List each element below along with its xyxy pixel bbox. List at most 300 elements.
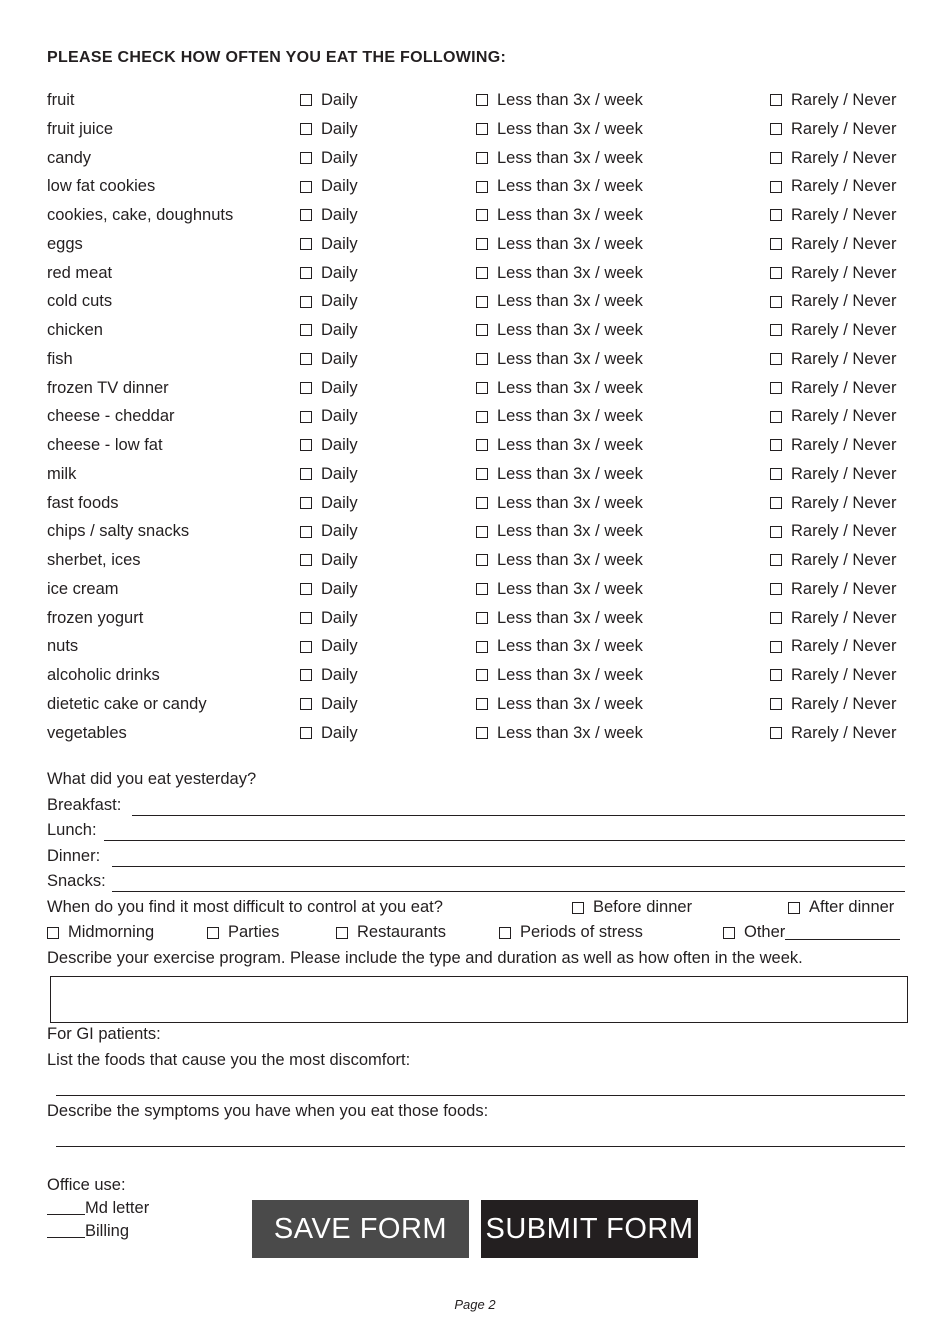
frequency-label-daily: Daily: [321, 493, 358, 512]
after-dinner-option[interactable]: [788, 898, 894, 917]
frequency-option-rarely[interactable]: [770, 517, 896, 546]
frequency-label-daily: Daily: [321, 119, 358, 138]
food-row: [47, 431, 907, 460]
frequency-option-daily[interactable]: [300, 230, 358, 259]
frequency-label-less: Less than 3x / week: [497, 522, 643, 541]
save-form-button[interactable]: SAVE FORM: [252, 1200, 469, 1258]
food-label: cheese - low fat: [47, 436, 163, 454]
frequency-label-rarely: Rarely / Never: [791, 464, 897, 483]
exercise-prompt: Describe your exercise program. Please include the type and duration as well as how often in the week.: [47, 949, 803, 967]
submit-form-button[interactable]: SUBMIT FORM: [481, 1200, 698, 1258]
other-checkbox[interactable]: [723, 927, 735, 939]
frequency-checkbox-rarely[interactable]: [770, 439, 782, 451]
frequency-option-daily[interactable]: [300, 345, 358, 374]
food-row: [47, 86, 907, 115]
after-dinner-checkbox[interactable]: [788, 902, 800, 914]
exercise-textarea[interactable]: [50, 976, 908, 1023]
frequency-label-less: Less than 3x / week: [497, 579, 643, 598]
other-option[interactable]: [723, 923, 900, 942]
food-row: [47, 546, 907, 575]
food-row: [47, 201, 907, 230]
frequency-checkbox-daily[interactable]: [300, 152, 312, 164]
frequency-option-rarely[interactable]: [770, 546, 896, 575]
frequency-option-rarely[interactable]: [770, 604, 896, 633]
frequency-label-less: Less than 3x / week: [497, 91, 643, 109]
frequency-label-rarely: Rarely / Never: [791, 579, 897, 598]
food-label: dietetic cake or candy: [47, 694, 207, 713]
food-row: [47, 316, 907, 345]
frequency-checkbox-daily[interactable]: [300, 238, 312, 250]
gi-symptoms-prompt: Describe the symptoms you have when you eat those foods:: [47, 1102, 489, 1120]
frequency-checkbox-less[interactable]: [476, 641, 488, 653]
frequency-label-less: Less than 3x / week: [497, 321, 643, 339]
frequency-label-rarely: Rarely / Never: [791, 522, 897, 541]
frequency-option-daily[interactable]: [300, 546, 358, 575]
frequency-checkbox-rarely[interactable]: [770, 123, 782, 135]
frequency-option-less[interactable]: [476, 690, 643, 719]
frequency-checkbox-rarely[interactable]: [770, 468, 782, 480]
food-label: candy: [47, 148, 92, 167]
food-row: [47, 661, 907, 690]
frequency-label-daily: Daily: [321, 263, 358, 282]
frequency-option-daily[interactable]: [300, 604, 358, 633]
frequency-checkbox-less[interactable]: [476, 583, 488, 595]
frequency-label-daily: Daily: [321, 522, 358, 541]
frequency-label-less: Less than 3x / week: [497, 551, 643, 569]
frequency-checkbox-daily[interactable]: [300, 698, 312, 710]
frequency-checkbox-less[interactable]: [476, 497, 488, 509]
frequency-option-less[interactable]: [476, 259, 643, 288]
frequency-option-rarely[interactable]: [770, 86, 896, 115]
frequency-option-less[interactable]: [476, 115, 643, 144]
food-label: chicken: [47, 321, 103, 339]
frequency-option-less[interactable]: [476, 374, 643, 403]
frequency-option-daily[interactable]: [300, 632, 358, 661]
frequency-checkbox-less[interactable]: [476, 382, 488, 394]
other-label: Other: [744, 923, 786, 941]
restaurants-checkbox[interactable]: [336, 927, 348, 939]
frequency-label-daily: Daily: [321, 608, 358, 627]
frequency-checkbox-daily[interactable]: [300, 641, 312, 653]
frequency-option-daily[interactable]: [300, 690, 358, 719]
breakfast-label: Breakfast:: [47, 796, 122, 814]
frequency-checkbox-less[interactable]: [476, 554, 488, 566]
food-label: ice cream: [47, 579, 119, 598]
billing-blank[interactable]: [47, 1225, 85, 1238]
frequency-checkbox-rarely[interactable]: [770, 698, 782, 710]
frequency-checkbox-rarely[interactable]: [770, 238, 782, 250]
food-row: [47, 345, 907, 374]
frequency-checkbox-daily[interactable]: [300, 353, 312, 365]
frequency-option-daily[interactable]: [300, 431, 358, 460]
frequency-label-rarely: Rarely / Never: [791, 436, 897, 454]
frequency-option-rarely[interactable]: [770, 115, 896, 144]
after-dinner-label: After dinner: [809, 898, 895, 916]
frequency-option-less[interactable]: [476, 517, 643, 546]
frequency-label-daily: Daily: [321, 234, 358, 253]
frequency-checkbox-rarely[interactable]: [770, 411, 782, 423]
food-label: cheese - cheddar: [47, 407, 175, 426]
frequency-label-daily: Daily: [321, 321, 358, 339]
frequency-checkbox-daily[interactable]: [300, 209, 312, 221]
frequency-checkbox-daily[interactable]: [300, 439, 312, 451]
frequency-label-daily: Daily: [321, 436, 358, 454]
frequency-label-rarely: Rarely / Never: [791, 177, 897, 196]
lunch-field[interactable]: [104, 840, 905, 841]
frequency-option-daily[interactable]: [300, 316, 358, 345]
food-label: frozen TV dinner: [47, 378, 169, 397]
frequency-label-less: Less than 3x / week: [497, 378, 643, 397]
frequency-checkbox-rarely[interactable]: [770, 497, 782, 509]
frequency-label-less: Less than 3x / week: [497, 292, 643, 311]
frequency-checkbox-less[interactable]: [476, 411, 488, 423]
frequency-checkbox-daily[interactable]: [300, 181, 312, 193]
frequency-checkbox-less[interactable]: [476, 353, 488, 365]
frequency-label-daily: Daily: [321, 666, 358, 684]
frequency-option-rarely[interactable]: [770, 431, 896, 460]
billing-item: [47, 1222, 129, 1241]
snacks-field[interactable]: [112, 891, 905, 892]
frequency-checkbox-less[interactable]: [476, 181, 488, 193]
frequency-label-rarely: Rarely / Never: [791, 666, 897, 684]
frequency-checkbox-rarely[interactable]: [770, 526, 782, 538]
section-heading: PLEASE CHECK HOW OFTEN YOU EAT THE FOLLOWING:: [47, 49, 507, 66]
food-label: alcoholic drinks: [47, 666, 160, 684]
frequency-option-less[interactable]: [476, 604, 643, 633]
frequency-checkbox-daily[interactable]: [300, 94, 312, 106]
frequency-option-less[interactable]: [476, 144, 643, 173]
frequency-label-less: Less than 3x / week: [497, 666, 643, 684]
frequency-option-less[interactable]: [476, 546, 643, 575]
office-label: Office use:: [47, 1176, 126, 1194]
food-row: [47, 144, 907, 173]
frequency-label-less: Less than 3x / week: [497, 407, 643, 426]
frequency-checkbox-less[interactable]: [476, 698, 488, 710]
restaurants-option[interactable]: [336, 923, 446, 942]
gi-foods-prompt: List the foods that cause you the most discomfort:: [47, 1051, 411, 1069]
frequency-option-less[interactable]: [476, 632, 643, 661]
stress-label: Periods of stress: [520, 923, 643, 941]
frequency-checkbox-rarely[interactable]: [770, 612, 782, 624]
frequency-label-daily: Daily: [321, 579, 358, 598]
food-row: [47, 604, 907, 633]
frequency-checkbox-less[interactable]: [476, 669, 488, 681]
food-row: [47, 230, 907, 259]
md-letter-item: [47, 1199, 149, 1218]
frequency-label-rarely: Rarely / Never: [791, 206, 897, 224]
frequency-checkbox-daily[interactable]: [300, 497, 312, 509]
frequency-label-daily: Daily: [321, 148, 358, 167]
food-label: low fat cookies: [47, 177, 156, 196]
before-dinner-label: Before dinner: [593, 898, 693, 916]
frequency-checkbox-daily[interactable]: [300, 411, 312, 423]
midmorning-checkbox[interactable]: [47, 927, 59, 939]
frequency-label-rarely: Rarely / Never: [791, 263, 897, 282]
frequency-option-daily[interactable]: [300, 402, 358, 431]
frequency-option-less[interactable]: [476, 489, 643, 518]
frequency-checkbox-daily[interactable]: [300, 669, 312, 681]
frequency-option-rarely[interactable]: [770, 690, 896, 719]
frequency-option-daily[interactable]: [300, 517, 358, 546]
frequency-option-less[interactable]: [476, 316, 643, 345]
frequency-checkbox-rarely[interactable]: [770, 583, 782, 595]
frequency-label-less: Less than 3x / week: [497, 464, 643, 483]
frequency-option-less[interactable]: [476, 172, 643, 201]
frequency-label-less: Less than 3x / week: [497, 608, 643, 627]
frequency-label-rarely: Rarely / Never: [791, 551, 897, 569]
frequency-checkbox-less[interactable]: [476, 152, 488, 164]
food-label: fruit: [47, 91, 75, 109]
food-row: [47, 172, 907, 201]
frequency-label-less: Less than 3x / week: [497, 349, 643, 368]
frequency-label-daily: Daily: [321, 407, 358, 426]
frequency-checkbox-daily[interactable]: [300, 123, 312, 135]
frequency-checkbox-daily[interactable]: [300, 468, 312, 480]
food-label: fruit juice: [47, 119, 114, 138]
frequency-checkbox-daily[interactable]: [300, 382, 312, 394]
dinner-label: Dinner:: [47, 847, 101, 865]
frequency-option-rarely[interactable]: [770, 345, 896, 374]
frequency-label-rarely: Rarely / Never: [791, 349, 897, 368]
food-label: chips / salty snacks: [47, 522, 190, 541]
midmorning-option[interactable]: [47, 923, 154, 942]
frequency-checkbox-rarely[interactable]: [770, 296, 782, 308]
frequency-option-daily[interactable]: [300, 201, 358, 230]
md-letter-blank[interactable]: [47, 1202, 85, 1215]
frequency-checkbox-rarely[interactable]: [770, 209, 782, 221]
lunch-label: Lunch:: [47, 821, 97, 839]
frequency-checkbox-less[interactable]: [476, 526, 488, 538]
frequency-label-daily: Daily: [321, 464, 358, 483]
frequency-checkbox-less[interactable]: [476, 468, 488, 480]
frequency-label-daily: Daily: [321, 349, 358, 368]
frequency-option-rarely[interactable]: [770, 460, 896, 489]
frequency-option-less[interactable]: [476, 287, 643, 316]
food-row: [47, 632, 907, 661]
frequency-option-rarely[interactable]: [770, 172, 896, 201]
frequency-checkbox-less[interactable]: [476, 727, 488, 739]
before-dinner-checkbox[interactable]: [572, 902, 584, 914]
frequency-label-daily: Daily: [321, 694, 358, 713]
frequency-label-daily: Daily: [321, 378, 358, 397]
frequency-option-less[interactable]: [476, 661, 643, 690]
frequency-option-rarely[interactable]: [770, 575, 896, 604]
frequency-checkbox-less[interactable]: [476, 612, 488, 624]
frequency-option-daily[interactable]: [300, 719, 358, 748]
frequency-label-daily: Daily: [321, 177, 358, 196]
frequency-label-rarely: Rarely / Never: [791, 378, 897, 397]
food-row: [47, 402, 907, 431]
frequency-checkbox-less[interactable]: [476, 267, 488, 279]
gi-foods-field[interactable]: [56, 1095, 905, 1096]
frequency-checkbox-less[interactable]: [476, 123, 488, 135]
food-label: fish: [47, 349, 73, 368]
frequency-checkbox-daily[interactable]: [300, 324, 312, 336]
frequency-option-daily[interactable]: [300, 374, 358, 403]
frequency-label-rarely: Rarely / Never: [791, 407, 897, 426]
frequency-option-daily[interactable]: [300, 115, 358, 144]
frequency-option-less[interactable]: [476, 230, 643, 259]
food-row: [47, 517, 907, 546]
frequency-label-less: Less than 3x / week: [497, 723, 643, 742]
food-row: [47, 374, 907, 403]
frequency-label-daily: Daily: [321, 637, 358, 656]
gi-header: For GI patients:: [47, 1025, 161, 1043]
frequency-option-less[interactable]: [476, 402, 643, 431]
frequency-label-rarely: Rarely / Never: [791, 91, 897, 109]
frequency-option-daily[interactable]: [300, 489, 358, 518]
food-label: red meat: [47, 263, 113, 282]
frequency-label-less: Less than 3x / week: [497, 263, 643, 282]
food-label: milk: [47, 464, 77, 483]
food-label: vegetables: [47, 723, 127, 742]
frequency-label-daily: Daily: [321, 206, 358, 224]
frequency-checkbox-less[interactable]: [476, 324, 488, 336]
frequency-option-rarely[interactable]: [770, 316, 896, 345]
stress-checkbox[interactable]: [499, 927, 511, 939]
frequency-checkbox-rarely[interactable]: [770, 353, 782, 365]
food-frequency-table: [47, 86, 907, 747]
frequency-label-rarely: Rarely / Never: [791, 608, 897, 627]
food-label: cold cuts: [47, 292, 113, 311]
md-letter-label: Md letter: [85, 1199, 150, 1217]
frequency-checkbox-rarely[interactable]: [770, 267, 782, 279]
frequency-option-rarely[interactable]: [770, 374, 896, 403]
food-row: [47, 460, 907, 489]
frequency-label-less: Less than 3x / week: [497, 177, 643, 196]
frequency-checkbox-rarely[interactable]: [770, 727, 782, 739]
frequency-checkbox-rarely[interactable]: [770, 152, 782, 164]
food-row: [47, 575, 907, 604]
frequency-option-rarely[interactable]: [770, 632, 896, 661]
food-row: [47, 690, 907, 719]
food-label: nuts: [47, 637, 79, 656]
control-question: When do you find it most difficult to control at you eat?: [47, 898, 443, 916]
frequency-label-rarely: Rarely / Never: [791, 723, 897, 742]
gi-symptoms-field[interactable]: [56, 1146, 905, 1147]
food-label: cookies, cake, doughnuts: [47, 206, 234, 224]
frequency-label-rarely: Rarely / Never: [791, 234, 897, 253]
other-field[interactable]: [785, 925, 900, 940]
food-label: frozen yogurt: [47, 608, 144, 627]
frequency-checkbox-daily[interactable]: [300, 526, 312, 538]
breakfast-field[interactable]: [132, 815, 905, 816]
food-row: [47, 719, 907, 748]
parties-label: Parties: [228, 923, 280, 941]
frequency-label-daily: Daily: [321, 551, 358, 569]
food-label: eggs: [47, 234, 83, 253]
frequency-option-rarely[interactable]: [770, 259, 896, 288]
frequency-checkbox-daily[interactable]: [300, 727, 312, 739]
frequency-checkbox-rarely[interactable]: [770, 382, 782, 394]
frequency-option-daily[interactable]: [300, 460, 358, 489]
frequency-checkbox-rarely[interactable]: [770, 669, 782, 681]
frequency-checkbox-less[interactable]: [476, 94, 488, 106]
frequency-label-daily: Daily: [321, 292, 358, 311]
frequency-checkbox-daily[interactable]: [300, 267, 312, 279]
frequency-option-rarely[interactable]: [770, 719, 896, 748]
page-number: Page 2: [454, 1297, 496, 1312]
frequency-option-daily[interactable]: [300, 287, 358, 316]
frequency-option-less[interactable]: [476, 575, 643, 604]
parties-checkbox[interactable]: [207, 927, 219, 939]
dinner-field[interactable]: [112, 866, 905, 867]
frequency-checkbox-rarely[interactable]: [770, 554, 782, 566]
frequency-option-daily[interactable]: [300, 144, 358, 173]
frequency-option-rarely[interactable]: [770, 201, 896, 230]
frequency-option-less[interactable]: [476, 345, 643, 374]
snacks-label: Snacks:: [47, 872, 106, 890]
frequency-checkbox-less[interactable]: [476, 439, 488, 451]
frequency-label-less: Less than 3x / week: [497, 234, 643, 253]
frequency-label-rarely: Rarely / Never: [791, 637, 897, 656]
frequency-option-rarely[interactable]: [770, 144, 896, 173]
frequency-checkbox-daily[interactable]: [300, 554, 312, 566]
frequency-option-rarely[interactable]: [770, 489, 896, 518]
frequency-option-daily[interactable]: [300, 575, 358, 604]
frequency-label-less: Less than 3x / week: [497, 493, 643, 512]
before-dinner-option[interactable]: [572, 898, 692, 917]
parties-option[interactable]: [207, 923, 279, 942]
frequency-checkbox-daily[interactable]: [300, 583, 312, 595]
food-row: [47, 115, 907, 144]
frequency-label-daily: Daily: [321, 91, 358, 109]
frequency-label-less: Less than 3x / week: [497, 637, 643, 656]
frequency-option-rarely[interactable]: [770, 230, 896, 259]
frequency-label-rarely: Rarely / Never: [791, 119, 897, 138]
frequency-label-rarely: Rarely / Never: [791, 694, 897, 713]
frequency-option-less[interactable]: [476, 719, 643, 748]
frequency-label-rarely: Rarely / Never: [791, 148, 897, 167]
frequency-checkbox-daily[interactable]: [300, 612, 312, 624]
frequency-label-rarely: Rarely / Never: [791, 321, 897, 339]
frequency-checkbox-less[interactable]: [476, 238, 488, 250]
frequency-checkbox-rarely[interactable]: [770, 181, 782, 193]
frequency-option-less[interactable]: [476, 86, 643, 115]
restaurants-label: Restaurants: [357, 923, 446, 941]
frequency-checkbox-daily[interactable]: [300, 296, 312, 308]
food-label: sherbet, ices: [47, 551, 141, 569]
frequency-label-rarely: Rarely / Never: [791, 292, 897, 311]
frequency-label-less: Less than 3x / week: [497, 694, 643, 713]
food-label: fast foods: [47, 493, 119, 512]
frequency-label-less: Less than 3x / week: [497, 436, 643, 454]
frequency-checkbox-less[interactable]: [476, 209, 488, 221]
frequency-checkbox-rarely[interactable]: [770, 94, 782, 106]
frequency-label-less: Less than 3x / week: [497, 148, 643, 167]
frequency-option-rarely[interactable]: [770, 402, 896, 431]
frequency-checkbox-rarely[interactable]: [770, 324, 782, 336]
frequency-option-rarely[interactable]: [770, 661, 896, 690]
stress-option[interactable]: [499, 923, 643, 942]
frequency-option-less[interactable]: [476, 460, 643, 489]
midmorning-label: Midmorning: [68, 923, 155, 941]
frequency-checkbox-less[interactable]: [476, 296, 488, 308]
frequency-option-daily[interactable]: [300, 172, 358, 201]
food-row: [47, 489, 907, 518]
frequency-label-daily: Daily: [321, 723, 358, 742]
frequency-checkbox-rarely[interactable]: [770, 641, 782, 653]
frequency-label-less: Less than 3x / week: [497, 119, 643, 138]
yesterday-question: What did you eat yesterday?: [47, 770, 257, 788]
frequency-option-daily[interactable]: [300, 86, 358, 115]
frequency-option-less[interactable]: [476, 431, 643, 460]
frequency-option-daily[interactable]: [300, 661, 358, 690]
frequency-label-rarely: Rarely / Never: [791, 493, 897, 512]
frequency-option-daily[interactable]: [300, 259, 358, 288]
frequency-option-less[interactable]: [476, 201, 643, 230]
frequency-option-rarely[interactable]: [770, 287, 896, 316]
